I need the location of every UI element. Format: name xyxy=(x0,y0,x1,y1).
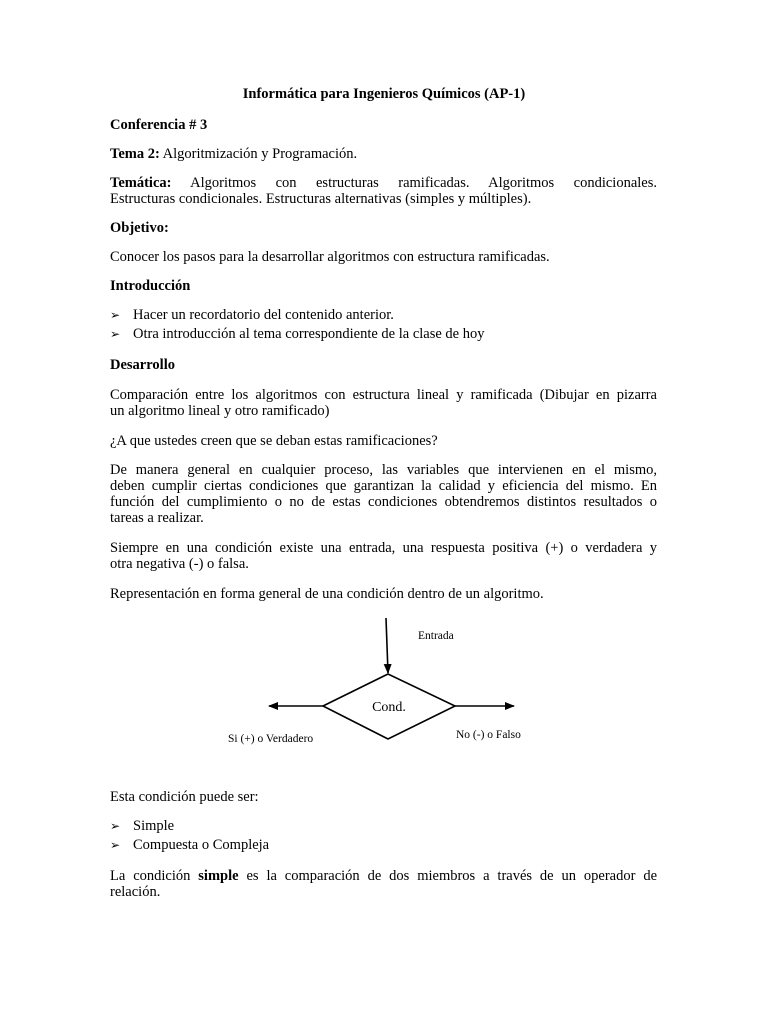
condicion-final-line-1 xyxy=(110,868,657,885)
desarrollo-p2: ¿A que ustedes creen que se deban estas ramificaciones? xyxy=(110,433,438,449)
list-item xyxy=(110,818,657,835)
desarrollo-p4-line-1: Siempre en una condición existe una entrada, una respuesta positiva (+) o verdadera y xyxy=(110,540,657,556)
entrada-arrow xyxy=(386,618,388,673)
desarrollo-p5: Representación en forma general de una condición dentro de un algoritmo. xyxy=(110,586,544,602)
tematica-text-1: Algoritmos con estructuras ramificadas. Algoritmos condicionales. xyxy=(190,175,657,191)
objetivo-text: Conocer los pasos para la desarrollar algoritmos con estructura ramificadas. xyxy=(110,249,550,265)
desarrollo-p3-line-4: tareas a realizar. xyxy=(110,510,204,526)
condicion-final-line-2: relación. xyxy=(110,884,161,900)
desarrollo-heading-text: Desarrollo xyxy=(110,357,175,373)
desarrollo-p1-line-1: Comparación entre los algoritmos con estructura lineal y ramificada (Dibujar en pizarra xyxy=(110,387,657,403)
condicion-final-bold: simple xyxy=(198,868,239,884)
tema-label: Tema 2: xyxy=(110,146,160,162)
arrowhead-bullet-icon: ➢ xyxy=(110,327,121,341)
tematica-line-2: Estructuras condicionales. Estructuras alternativas (simples y múltiples). xyxy=(110,191,532,207)
conferencia-label: Conferencia # 3 xyxy=(110,117,208,133)
list-item-text: Simple xyxy=(133,818,175,834)
no-label: No (-) o Falso xyxy=(456,729,521,741)
arrowhead-bullet-icon: ➢ xyxy=(110,819,121,833)
desarrollo-p3-line-3: función del cumplimiento o no de estas condiciones obtendremos distintos resultados o xyxy=(110,494,657,510)
desarrollo-p3-line-2: deben cumplir ciertas condiciones que garantizan la calidad y eficiencia del mismo. En xyxy=(110,478,657,494)
desarrollo-p4-line-2: otra negativa (-) o falsa. xyxy=(110,556,249,572)
document-title: Informática para Ingenieros Químicos (AP-1) xyxy=(242,86,526,102)
list-item-text: Hacer un recordatorio del contenido anterior. xyxy=(133,307,394,323)
list-item xyxy=(110,837,657,854)
entrada-label: Entrada xyxy=(418,630,454,642)
condicion-final-pre: La condición xyxy=(110,868,191,884)
tematica-label: Temática: xyxy=(110,175,172,191)
condicion-intro: Esta condición puede ser: xyxy=(110,789,259,805)
tema-text: Algoritmización y Programación. xyxy=(162,146,358,162)
desarrollo-p1-line-2: un algoritmo lineal y otro ramificado) xyxy=(110,403,330,419)
arrowhead-bullet-icon: ➢ xyxy=(110,838,121,852)
condicion-final-post: es la comparación de dos miembros a través de un operador de xyxy=(246,868,658,884)
si-label: Si (+) o Verdadero xyxy=(228,733,314,745)
list-item-text: Compuesta o Compleja xyxy=(133,837,270,853)
introduccion-heading-text: Introducción xyxy=(110,278,191,294)
arrowhead-bullet-icon: ➢ xyxy=(110,308,121,322)
list-item-text: Otra introducción al tema correspondiente de la clase de hoy xyxy=(133,326,485,342)
desarrollo-p3-line-1: De manera general en cualquier proceso, las variables que intervienen en el mismo, xyxy=(110,462,657,478)
objetivo-heading-text: Objetivo: xyxy=(110,220,169,236)
cond-label: Cond. xyxy=(372,700,406,715)
